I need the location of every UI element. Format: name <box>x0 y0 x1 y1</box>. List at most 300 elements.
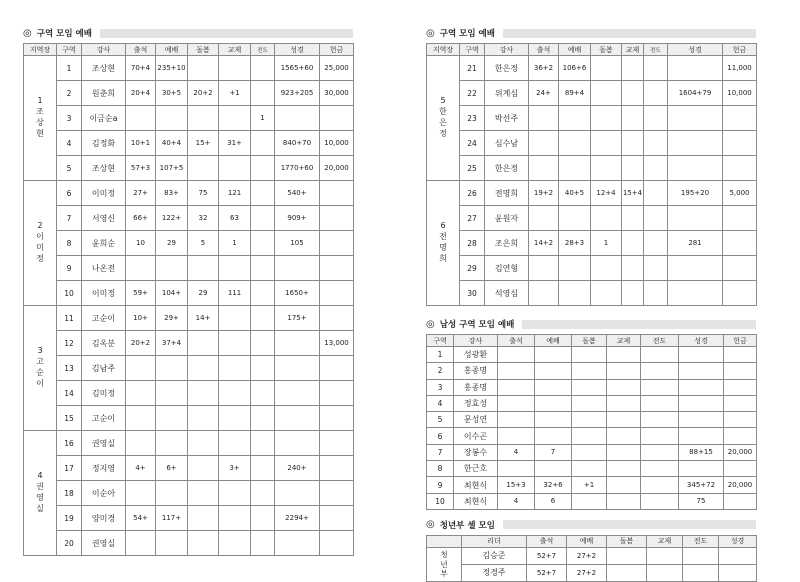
table-row <box>24 281 354 306</box>
offering-cell <box>320 406 354 431</box>
bible-reading-cell: 105 <box>275 231 320 256</box>
bible-reading-cell <box>679 461 724 477</box>
evangelism-cell <box>251 481 275 506</box>
header-cell: 강사 <box>82 44 126 56</box>
offering-cell <box>320 306 354 331</box>
table-row <box>24 531 354 556</box>
attendance-cell <box>126 356 156 381</box>
offering-cell <box>320 506 354 531</box>
offering-cell: 10,000 <box>723 81 757 106</box>
header-cell: 전도 <box>251 44 275 56</box>
bible-reading-cell: 540+ <box>275 181 320 206</box>
fellowship-cell <box>607 477 641 493</box>
evangelism-cell <box>641 444 679 460</box>
header-cell: 강사 <box>454 335 498 347</box>
leader-name-cell: 서영신 <box>82 206 126 231</box>
region-leader-char: 3 <box>37 346 43 356</box>
worship-cell <box>535 395 572 411</box>
offering-cell: 5,000 <box>723 181 757 206</box>
care-cell: 29 <box>188 281 219 306</box>
attendance-cell: 4 <box>498 493 535 509</box>
zone-number-cell: 10 <box>427 493 454 509</box>
evangelism-cell <box>644 281 668 306</box>
zone-table-left <box>23 43 354 556</box>
worship-cell: 29+ <box>156 306 188 331</box>
offering-cell <box>723 156 757 181</box>
table-row <box>24 356 354 381</box>
evangelism-cell <box>683 547 719 564</box>
fellowship-cell <box>219 431 251 456</box>
worship-cell <box>156 106 188 131</box>
table-row <box>427 564 757 581</box>
zone-number-cell: 10 <box>57 281 82 306</box>
leader-name-cell: 성광환 <box>454 347 498 363</box>
zone-number-cell: 25 <box>460 156 485 181</box>
offering-cell <box>724 347 757 363</box>
zone-number-cell: 18 <box>57 481 82 506</box>
offering-cell <box>320 281 354 306</box>
bible-reading-cell <box>275 256 320 281</box>
header-cell: 성경 <box>668 44 723 56</box>
table-row <box>24 306 354 331</box>
evangelism-cell <box>251 331 275 356</box>
attendance-cell <box>126 106 156 131</box>
worship-cell: 89+4 <box>559 81 591 106</box>
attendance-cell <box>498 428 535 444</box>
youth-section-title: 청년부 셀 모임 <box>439 520 495 531</box>
table-row <box>427 131 757 156</box>
care-cell: 75 <box>188 181 219 206</box>
zone-number-cell: 19 <box>57 506 82 531</box>
region-leader-char: 2 <box>37 221 43 231</box>
heading-bar <box>503 29 756 38</box>
table-row <box>24 181 354 206</box>
leader-name-cell: 조상현 <box>82 56 126 81</box>
zone-number-cell: 4 <box>57 131 82 156</box>
bible-reading-cell: 1650+ <box>275 281 320 306</box>
region-leader-char: 미 <box>36 243 44 252</box>
zone-number-cell: 24 <box>460 131 485 156</box>
attendance-cell: 4+ <box>126 456 156 481</box>
worship-cell <box>559 106 591 131</box>
leader-name-cell: 정효성 <box>454 395 498 411</box>
region-leader-char: 정 <box>36 253 44 263</box>
bible-reading-cell <box>668 256 723 281</box>
header-cell: 지역장 <box>24 44 57 56</box>
fellowship-cell <box>647 564 683 581</box>
table-row <box>24 331 354 356</box>
leader-name-cell: 양미경 <box>82 506 126 531</box>
attendance-cell <box>529 281 559 306</box>
table-row <box>24 131 354 156</box>
offering-cell: 25,000 <box>320 56 354 81</box>
zone-number-cell: 11 <box>57 306 82 331</box>
table-row <box>24 106 354 131</box>
worship-cell: 106+6 <box>559 56 591 81</box>
table-row <box>427 477 757 493</box>
offering-cell: 11,000 <box>723 56 757 81</box>
table-row <box>24 256 354 281</box>
care-cell <box>188 531 219 556</box>
header-cell: 지역장 <box>427 44 460 56</box>
region-leader-char: 희 <box>439 253 447 263</box>
leader-name-cell: 문성연 <box>454 412 498 428</box>
table-row <box>24 506 354 531</box>
bible-reading-cell <box>719 547 757 564</box>
table-row <box>427 363 757 379</box>
offering-cell <box>320 431 354 456</box>
zone-number-cell: 9 <box>427 477 454 493</box>
offering-cell <box>724 363 757 379</box>
fellowship-cell: +1 <box>219 81 251 106</box>
fellowship-cell <box>607 379 641 395</box>
worship-cell: 6 <box>535 493 572 509</box>
care-cell: 15+ <box>188 131 219 156</box>
evangelism-cell <box>641 493 679 509</box>
evangelism-cell <box>251 406 275 431</box>
bible-reading-cell <box>275 106 320 131</box>
worship-cell <box>535 379 572 395</box>
zone-number-cell: 4 <box>427 395 454 411</box>
youth-group-char: 년 <box>440 559 448 569</box>
leader-name-cell: 장봉수 <box>454 444 498 460</box>
bible-reading-cell <box>668 206 723 231</box>
worship-cell <box>535 461 572 477</box>
attendance-cell: 20+2 <box>126 331 156 356</box>
care-cell <box>188 431 219 456</box>
fellowship-cell: 121 <box>219 181 251 206</box>
table-row <box>24 406 354 431</box>
attendance-cell: 36+2 <box>529 56 559 81</box>
leader-name-cell: 김승준 <box>462 547 527 564</box>
leader-name-cell: 이미정 <box>82 281 126 306</box>
leader-name-cell: 한근호 <box>454 461 498 477</box>
evangelism-cell <box>644 231 668 256</box>
offering-cell <box>320 231 354 256</box>
worship-cell: 29 <box>156 231 188 256</box>
attendance-cell: 10+1 <box>126 131 156 156</box>
men-section-title: 남성 구역 모임 예배 <box>439 320 515 330</box>
worship-cell <box>559 256 591 281</box>
header-cell: 전도 <box>683 535 719 547</box>
attendance-cell <box>126 531 156 556</box>
region-leader-char: 영 <box>36 493 44 502</box>
bible-reading-cell: 88+15 <box>679 444 724 460</box>
leader-name-cell: 윤희순 <box>82 231 126 256</box>
care-cell <box>572 347 607 363</box>
bible-reading-cell: 345+72 <box>679 477 724 493</box>
fellowship-cell <box>607 412 641 428</box>
zone-number-cell: 3 <box>427 379 454 395</box>
zone-number-cell: 17 <box>57 456 82 481</box>
fellowship-cell <box>219 481 251 506</box>
offering-cell: 20,000 <box>724 444 757 460</box>
zone-number-cell: 28 <box>460 231 485 256</box>
leader-name-cell: 한은정 <box>485 156 529 181</box>
leader-name-cell: 고순이 <box>82 406 126 431</box>
worship-cell <box>156 356 188 381</box>
evangelism-cell <box>644 131 668 156</box>
evangelism-cell <box>641 395 679 411</box>
worship-cell: 235+10 <box>156 56 188 81</box>
table-row <box>427 493 757 509</box>
bible-reading-cell: 923+205 <box>275 81 320 106</box>
care-cell <box>188 506 219 531</box>
region-leader-char: 한 <box>439 107 447 117</box>
evangelism-cell <box>644 81 668 106</box>
bible-reading-cell: 1565+60 <box>275 56 320 81</box>
region-leader-char: 전 <box>439 232 447 242</box>
bible-reading-cell <box>668 281 723 306</box>
care-cell <box>188 406 219 431</box>
offering-cell <box>724 412 757 428</box>
fellowship-cell: 15+4 <box>622 181 644 206</box>
bible-reading-cell <box>679 428 724 444</box>
worship-cell <box>559 281 591 306</box>
header-cell: 돌봄 <box>188 44 219 56</box>
bible-reading-cell <box>679 379 724 395</box>
care-cell: 32 <box>188 206 219 231</box>
care-cell <box>607 547 647 564</box>
care-cell <box>188 381 219 406</box>
fellowship-cell: 31+ <box>219 131 251 156</box>
worship-cell <box>156 431 188 456</box>
zone-number-cell: 14 <box>57 381 82 406</box>
bible-reading-cell <box>275 531 320 556</box>
care-cell <box>591 156 622 181</box>
leader-name-cell: 고순이 <box>82 306 126 331</box>
zone-number-cell: 30 <box>460 281 485 306</box>
care-cell <box>188 156 219 181</box>
header-cell: 예배 <box>535 335 572 347</box>
fellowship-cell <box>219 406 251 431</box>
care-cell <box>572 412 607 428</box>
evangelism-cell <box>644 156 668 181</box>
care-cell: 1 <box>591 231 622 256</box>
attendance-cell: 52+7 <box>527 564 567 581</box>
care-cell <box>572 395 607 411</box>
attendance-cell: 14+2 <box>529 231 559 256</box>
care-cell <box>572 493 607 509</box>
header-cell: 헌금 <box>724 335 757 347</box>
attendance-cell: 66+ <box>126 206 156 231</box>
leader-name-cell: 권영실 <box>82 531 126 556</box>
fellowship-cell <box>607 347 641 363</box>
leader-name-cell: 이금순a <box>82 106 126 131</box>
offering-cell <box>723 231 757 256</box>
worship-cell <box>535 428 572 444</box>
offering-cell: 13,000 <box>320 331 354 356</box>
worship-cell <box>559 131 591 156</box>
zone-number-cell: 20 <box>57 531 82 556</box>
table-row <box>24 156 354 181</box>
region-leader-char: 6 <box>440 221 446 231</box>
bible-reading-cell <box>679 363 724 379</box>
attendance-cell: 4 <box>498 444 535 460</box>
region-leader-cell <box>24 306 57 431</box>
fellowship-cell <box>607 461 641 477</box>
care-cell <box>188 56 219 81</box>
care-cell: 5 <box>188 231 219 256</box>
care-cell: 20+2 <box>188 81 219 106</box>
attendance-cell <box>529 131 559 156</box>
region-leader-char: 1 <box>37 96 43 106</box>
fellowship-cell: 63 <box>219 206 251 231</box>
worship-cell: 122+ <box>156 206 188 231</box>
evangelism-cell <box>641 461 679 477</box>
region-leader-char: 고 <box>36 357 44 367</box>
zone-number-cell: 23 <box>460 106 485 131</box>
evangelism-cell <box>251 206 275 231</box>
attendance-cell <box>529 256 559 281</box>
bible-reading-cell: 1770+60 <box>275 156 320 181</box>
care-cell <box>591 56 622 81</box>
fellowship-cell <box>219 106 251 131</box>
table-row <box>24 231 354 256</box>
fellowship-cell <box>219 531 251 556</box>
header-cell: 돌봄 <box>572 335 607 347</box>
evangelism-cell <box>251 456 275 481</box>
attendance-cell <box>126 406 156 431</box>
attendance-cell: 57+3 <box>126 156 156 181</box>
zone-number-cell: 12 <box>57 331 82 356</box>
bible-reading-cell <box>275 406 320 431</box>
bible-reading-cell: 1604+79 <box>668 81 723 106</box>
zone-number-cell: 26 <box>460 181 485 206</box>
attendance-cell: 15+3 <box>498 477 535 493</box>
leader-name-cell: 홍종명 <box>454 363 498 379</box>
zone-number-cell: 2 <box>57 81 82 106</box>
attendance-cell: 19+2 <box>529 181 559 206</box>
bible-reading-cell <box>668 131 723 156</box>
bible-reading-cell <box>668 156 723 181</box>
evangelism-cell <box>251 281 275 306</box>
attendance-cell: 27+ <box>126 181 156 206</box>
evangelism-cell <box>644 56 668 81</box>
fellowship-cell <box>607 395 641 411</box>
table-row <box>427 81 757 106</box>
fellowship-cell: 1 <box>219 231 251 256</box>
care-cell <box>591 256 622 281</box>
worship-cell: 40+4 <box>156 131 188 156</box>
worship-cell <box>156 406 188 431</box>
worship-cell: 37+4 <box>156 331 188 356</box>
offering-cell: 20,000 <box>320 156 354 181</box>
fellowship-cell <box>622 156 644 181</box>
attendance-cell <box>126 381 156 406</box>
bible-reading-cell <box>275 356 320 381</box>
leader-name-cell: 이미정 <box>82 181 126 206</box>
leader-name-cell: 석영심 <box>485 281 529 306</box>
evangelism-cell <box>251 181 275 206</box>
bible-reading-cell: 175+ <box>275 306 320 331</box>
evangelism-cell <box>644 106 668 131</box>
evangelism-cell <box>251 81 275 106</box>
worship-cell <box>156 531 188 556</box>
section-heading <box>23 23 353 43</box>
care-cell <box>591 81 622 106</box>
header-cell: 교제 <box>622 44 644 56</box>
header-cell: 예배 <box>156 44 188 56</box>
care-cell <box>188 256 219 281</box>
worship-cell <box>535 347 572 363</box>
header-cell: 전도 <box>644 44 668 56</box>
zone-table-right <box>426 43 757 306</box>
evangelism-cell <box>644 256 668 281</box>
leader-name-cell: 나온전 <box>82 256 126 281</box>
evangelism-cell <box>641 428 679 444</box>
leader-name-cell: 정지영 <box>82 456 126 481</box>
worship-cell: 104+ <box>156 281 188 306</box>
table-row <box>24 431 354 456</box>
care-cell <box>591 206 622 231</box>
region-leader-char: 명 <box>439 243 447 252</box>
header-cell: 돌봄 <box>607 535 647 547</box>
zone-number-cell: 16 <box>57 431 82 456</box>
youth-section-heading <box>426 515 756 535</box>
leader-name-cell: 심수남 <box>485 131 529 156</box>
attendance-cell <box>498 395 535 411</box>
circle-bullet-icon: ◎ <box>426 519 435 531</box>
attendance-cell <box>126 431 156 456</box>
header-cell: 구역 <box>427 335 454 347</box>
evangelism-cell <box>683 564 719 581</box>
attendance-cell: 52+7 <box>527 547 567 564</box>
attendance-cell: 10+ <box>126 306 156 331</box>
evangelism-cell <box>641 347 679 363</box>
worship-cell <box>156 381 188 406</box>
table-row <box>427 231 757 256</box>
region-leader-char: 권 <box>36 482 44 492</box>
care-cell: +1 <box>572 477 607 493</box>
fellowship-cell <box>219 356 251 381</box>
attendance-cell <box>529 206 559 231</box>
header-cell: 헌금 <box>723 44 757 56</box>
bible-reading-cell <box>679 347 724 363</box>
leader-name-cell: 위계심 <box>485 81 529 106</box>
bible-reading-cell: 281 <box>668 231 723 256</box>
leader-name-cell: 정경주 <box>462 564 527 581</box>
region-leader-char: 이 <box>36 232 44 242</box>
evangelism-cell <box>251 381 275 406</box>
region-leader-char: 정 <box>439 128 447 138</box>
evangelism-cell <box>641 379 679 395</box>
table-row <box>427 56 757 81</box>
header-cell: 헌금 <box>320 44 354 56</box>
circle-bullet-icon: ◎ <box>23 27 32 39</box>
offering-cell <box>320 206 354 231</box>
zone-number-cell: 8 <box>427 461 454 477</box>
offering-cell <box>724 428 757 444</box>
evangelism-cell <box>641 412 679 428</box>
fellowship-cell <box>622 256 644 281</box>
table-row <box>427 461 757 477</box>
leader-name-cell: 박선주 <box>485 106 529 131</box>
header-cell: 교제 <box>219 44 251 56</box>
youth-group-char: 청 <box>440 550 448 560</box>
table-row <box>427 281 757 306</box>
fellowship-cell <box>647 547 683 564</box>
header-cell: 성경 <box>719 535 757 547</box>
table-row <box>427 379 757 395</box>
header-cell: 교제 <box>607 335 641 347</box>
table-row <box>427 181 757 206</box>
leader-name-cell: 김남주 <box>82 356 126 381</box>
attendance-cell: 70+4 <box>126 56 156 81</box>
worship-cell: 30+5 <box>156 81 188 106</box>
table-row <box>427 106 757 131</box>
bible-reading-cell <box>679 395 724 411</box>
